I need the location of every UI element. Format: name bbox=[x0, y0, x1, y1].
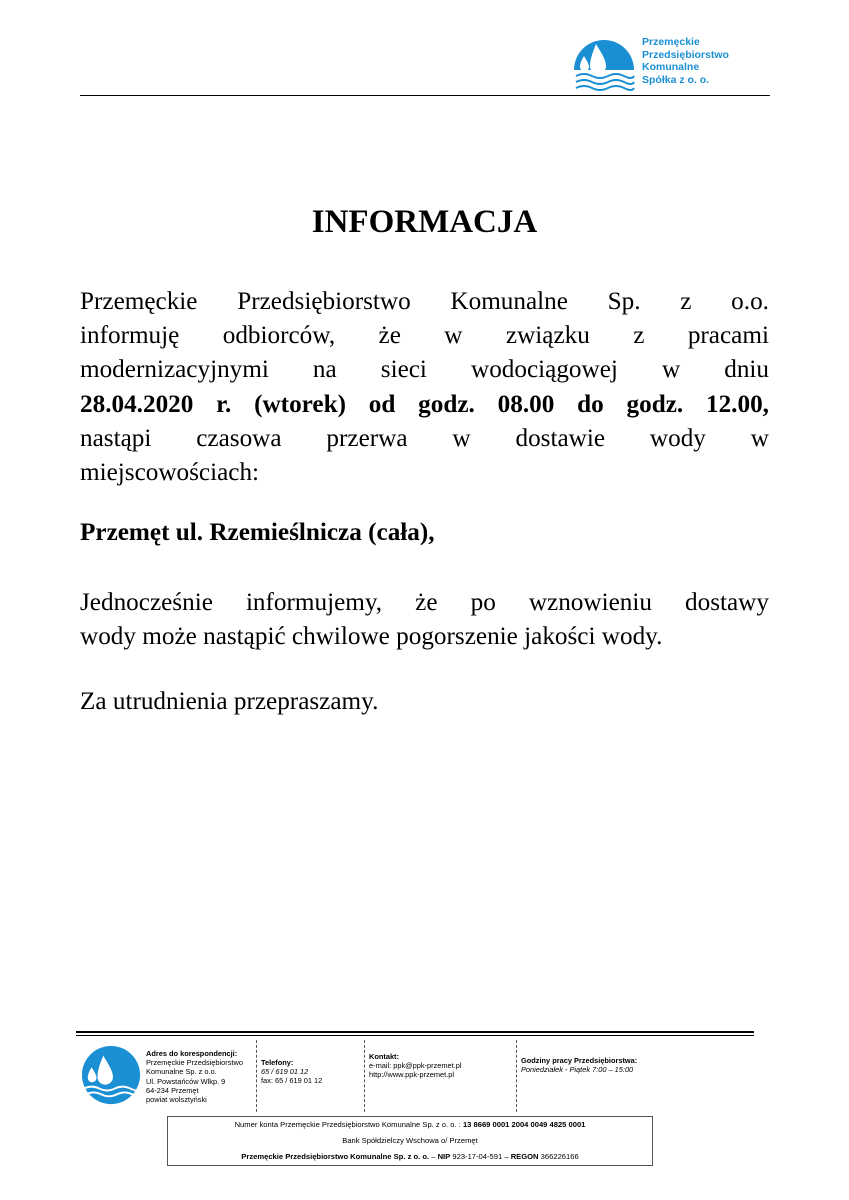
address-line: Przemęckie Przedsiębiorstwo bbox=[146, 1058, 243, 1068]
word: z bbox=[680, 288, 692, 315]
regon-value: 366226166 bbox=[540, 1152, 579, 1161]
closing-apology: Za utrudnienia przepraszamy. bbox=[80, 688, 379, 715]
word: Jednocześnie bbox=[80, 589, 213, 616]
affected-location: Przemęt ul. Rzemieślnicza (cała), bbox=[80, 519, 435, 546]
header-divider bbox=[80, 95, 770, 96]
contact-website[interactable]: http://www.ppk-przemet.pl bbox=[369, 1070, 455, 1080]
word: wody bbox=[649, 424, 706, 452]
company-name-line: Komunalne bbox=[642, 61, 700, 73]
footer-column-separator bbox=[256, 1040, 257, 1112]
announcement-paragraph bbox=[80, 285, 769, 490]
address-line: 64-234 Przemęt bbox=[146, 1085, 199, 1095]
paragraph-line bbox=[80, 456, 769, 490]
fax-number: fax: 65 / 619 01 12 bbox=[261, 1076, 323, 1086]
hours-heading: Godziny pracy Przedsiębiorstwa: bbox=[521, 1056, 638, 1065]
footer-divider bbox=[76, 1035, 754, 1036]
word: nastąpi bbox=[80, 424, 152, 452]
word: Komunalne bbox=[450, 288, 568, 315]
company-name: Przemęckie Przedsiębiorstwo Komunalne Sp. z o. o. bbox=[241, 1152, 430, 1161]
account-label: Numer konta Przemęckie Przedsiębiorstwo Komunalne Sp. z o. o. : bbox=[234, 1120, 461, 1129]
word: wody może nastąpić chwilowe pogorszenie jakości wody. bbox=[80, 623, 663, 651]
word: modernizacyjnymi bbox=[80, 356, 269, 384]
word: dniu bbox=[724, 356, 769, 384]
paragraph-line bbox=[80, 422, 769, 456]
word: 08.00 bbox=[497, 390, 555, 418]
contact-heading: Kontakt: bbox=[369, 1052, 399, 1061]
paragraph-line bbox=[80, 586, 769, 620]
paragraph-line bbox=[80, 353, 769, 387]
bank-info-box bbox=[167, 1116, 653, 1166]
outage-time-line bbox=[80, 388, 769, 422]
word: od bbox=[368, 390, 396, 418]
word: dostawie bbox=[515, 424, 606, 452]
bank-name-row bbox=[168, 1133, 652, 1149]
separator-dash: – bbox=[431, 1152, 436, 1161]
address-line: powiat wolsztyński bbox=[146, 1095, 207, 1105]
word: do bbox=[577, 390, 604, 418]
word: r. bbox=[216, 390, 232, 418]
water-drop-logo-icon bbox=[572, 30, 636, 94]
word: Przemęckie bbox=[80, 288, 198, 315]
word: Sp. bbox=[607, 288, 641, 315]
footer-divider bbox=[76, 1031, 754, 1033]
footer-hours bbox=[521, 1056, 637, 1074]
footer-phones bbox=[261, 1058, 322, 1086]
company-name-line: Przemęckie bbox=[642, 36, 700, 48]
address-line: Ul. Powstańców Wlkp. 9 bbox=[146, 1076, 226, 1086]
footer-contact bbox=[369, 1052, 462, 1080]
word: Przedsiębiorstwo bbox=[237, 288, 411, 315]
phone-number: 65 / 619 01 12 bbox=[261, 1067, 309, 1077]
paragraph-line bbox=[80, 319, 769, 353]
word: 28.04.2020 bbox=[80, 390, 194, 418]
address-line: Komunalne Sp. z o.o. bbox=[146, 1067, 217, 1077]
word: po bbox=[470, 589, 496, 616]
address-heading: Adres do korespondencji: bbox=[146, 1049, 238, 1058]
word: o.o. bbox=[731, 288, 769, 315]
header-company-name bbox=[642, 36, 729, 86]
word: w bbox=[661, 356, 681, 384]
word: przerwa bbox=[326, 424, 408, 452]
word: w bbox=[452, 424, 471, 452]
word: godz. bbox=[418, 390, 475, 418]
word: godz. bbox=[626, 390, 684, 418]
footer-column-separator bbox=[516, 1040, 517, 1112]
bank-name: Bank Spółdzielczy Wschowa o/ Przemęt bbox=[342, 1136, 478, 1145]
word: wodociągowej bbox=[471, 356, 618, 384]
contact-email[interactable]: e-mail: ppk@ppk-przemet.pl bbox=[369, 1061, 462, 1071]
word: z bbox=[633, 322, 645, 350]
word: 12.00, bbox=[705, 390, 769, 418]
quality-notice-paragraph bbox=[80, 586, 769, 654]
word: miejscowościach: bbox=[80, 458, 260, 486]
company-name-line: Przedsiębiorstwo bbox=[642, 48, 729, 61]
word: (wtorek) bbox=[254, 390, 346, 418]
paragraph-line bbox=[80, 285, 769, 319]
footer-address bbox=[146, 1049, 243, 1104]
document-title: INFORMACJA bbox=[311, 204, 538, 240]
hours-value: Poniedziałek - Piątek 7:00 – 15:00 bbox=[521, 1065, 634, 1075]
word: odbiorców, bbox=[222, 322, 336, 350]
word: informujemy, bbox=[245, 589, 383, 616]
word: informuję bbox=[80, 322, 180, 350]
word: że bbox=[415, 589, 438, 616]
footer-column-separator bbox=[364, 1040, 365, 1112]
nip-value: 923-17-04-591 bbox=[452, 1152, 503, 1161]
company-name-line: Spółka z o. o. bbox=[642, 73, 710, 86]
paragraph-line bbox=[80, 620, 769, 654]
separator-dash: – bbox=[504, 1152, 509, 1161]
word: w bbox=[444, 322, 463, 350]
word: wznowieniu bbox=[528, 589, 652, 616]
word: pracami bbox=[687, 322, 769, 350]
word: związku bbox=[505, 322, 590, 350]
bank-account-row bbox=[168, 1117, 652, 1133]
phones-heading: Telefony: bbox=[261, 1058, 294, 1067]
word: na bbox=[312, 356, 337, 384]
water-drop-logo-icon bbox=[80, 1044, 142, 1106]
regon-label: REGON bbox=[510, 1152, 539, 1161]
company-ids-row bbox=[168, 1149, 652, 1165]
word: sieci bbox=[380, 356, 427, 384]
word: że bbox=[378, 322, 401, 350]
nip-label: NIP bbox=[437, 1152, 451, 1161]
word: czasowa bbox=[196, 424, 282, 452]
word: w bbox=[750, 424, 769, 452]
word: dostawy bbox=[685, 589, 769, 616]
account-number: 13 8669 0001 2004 0049 4825 0001 bbox=[462, 1120, 586, 1129]
